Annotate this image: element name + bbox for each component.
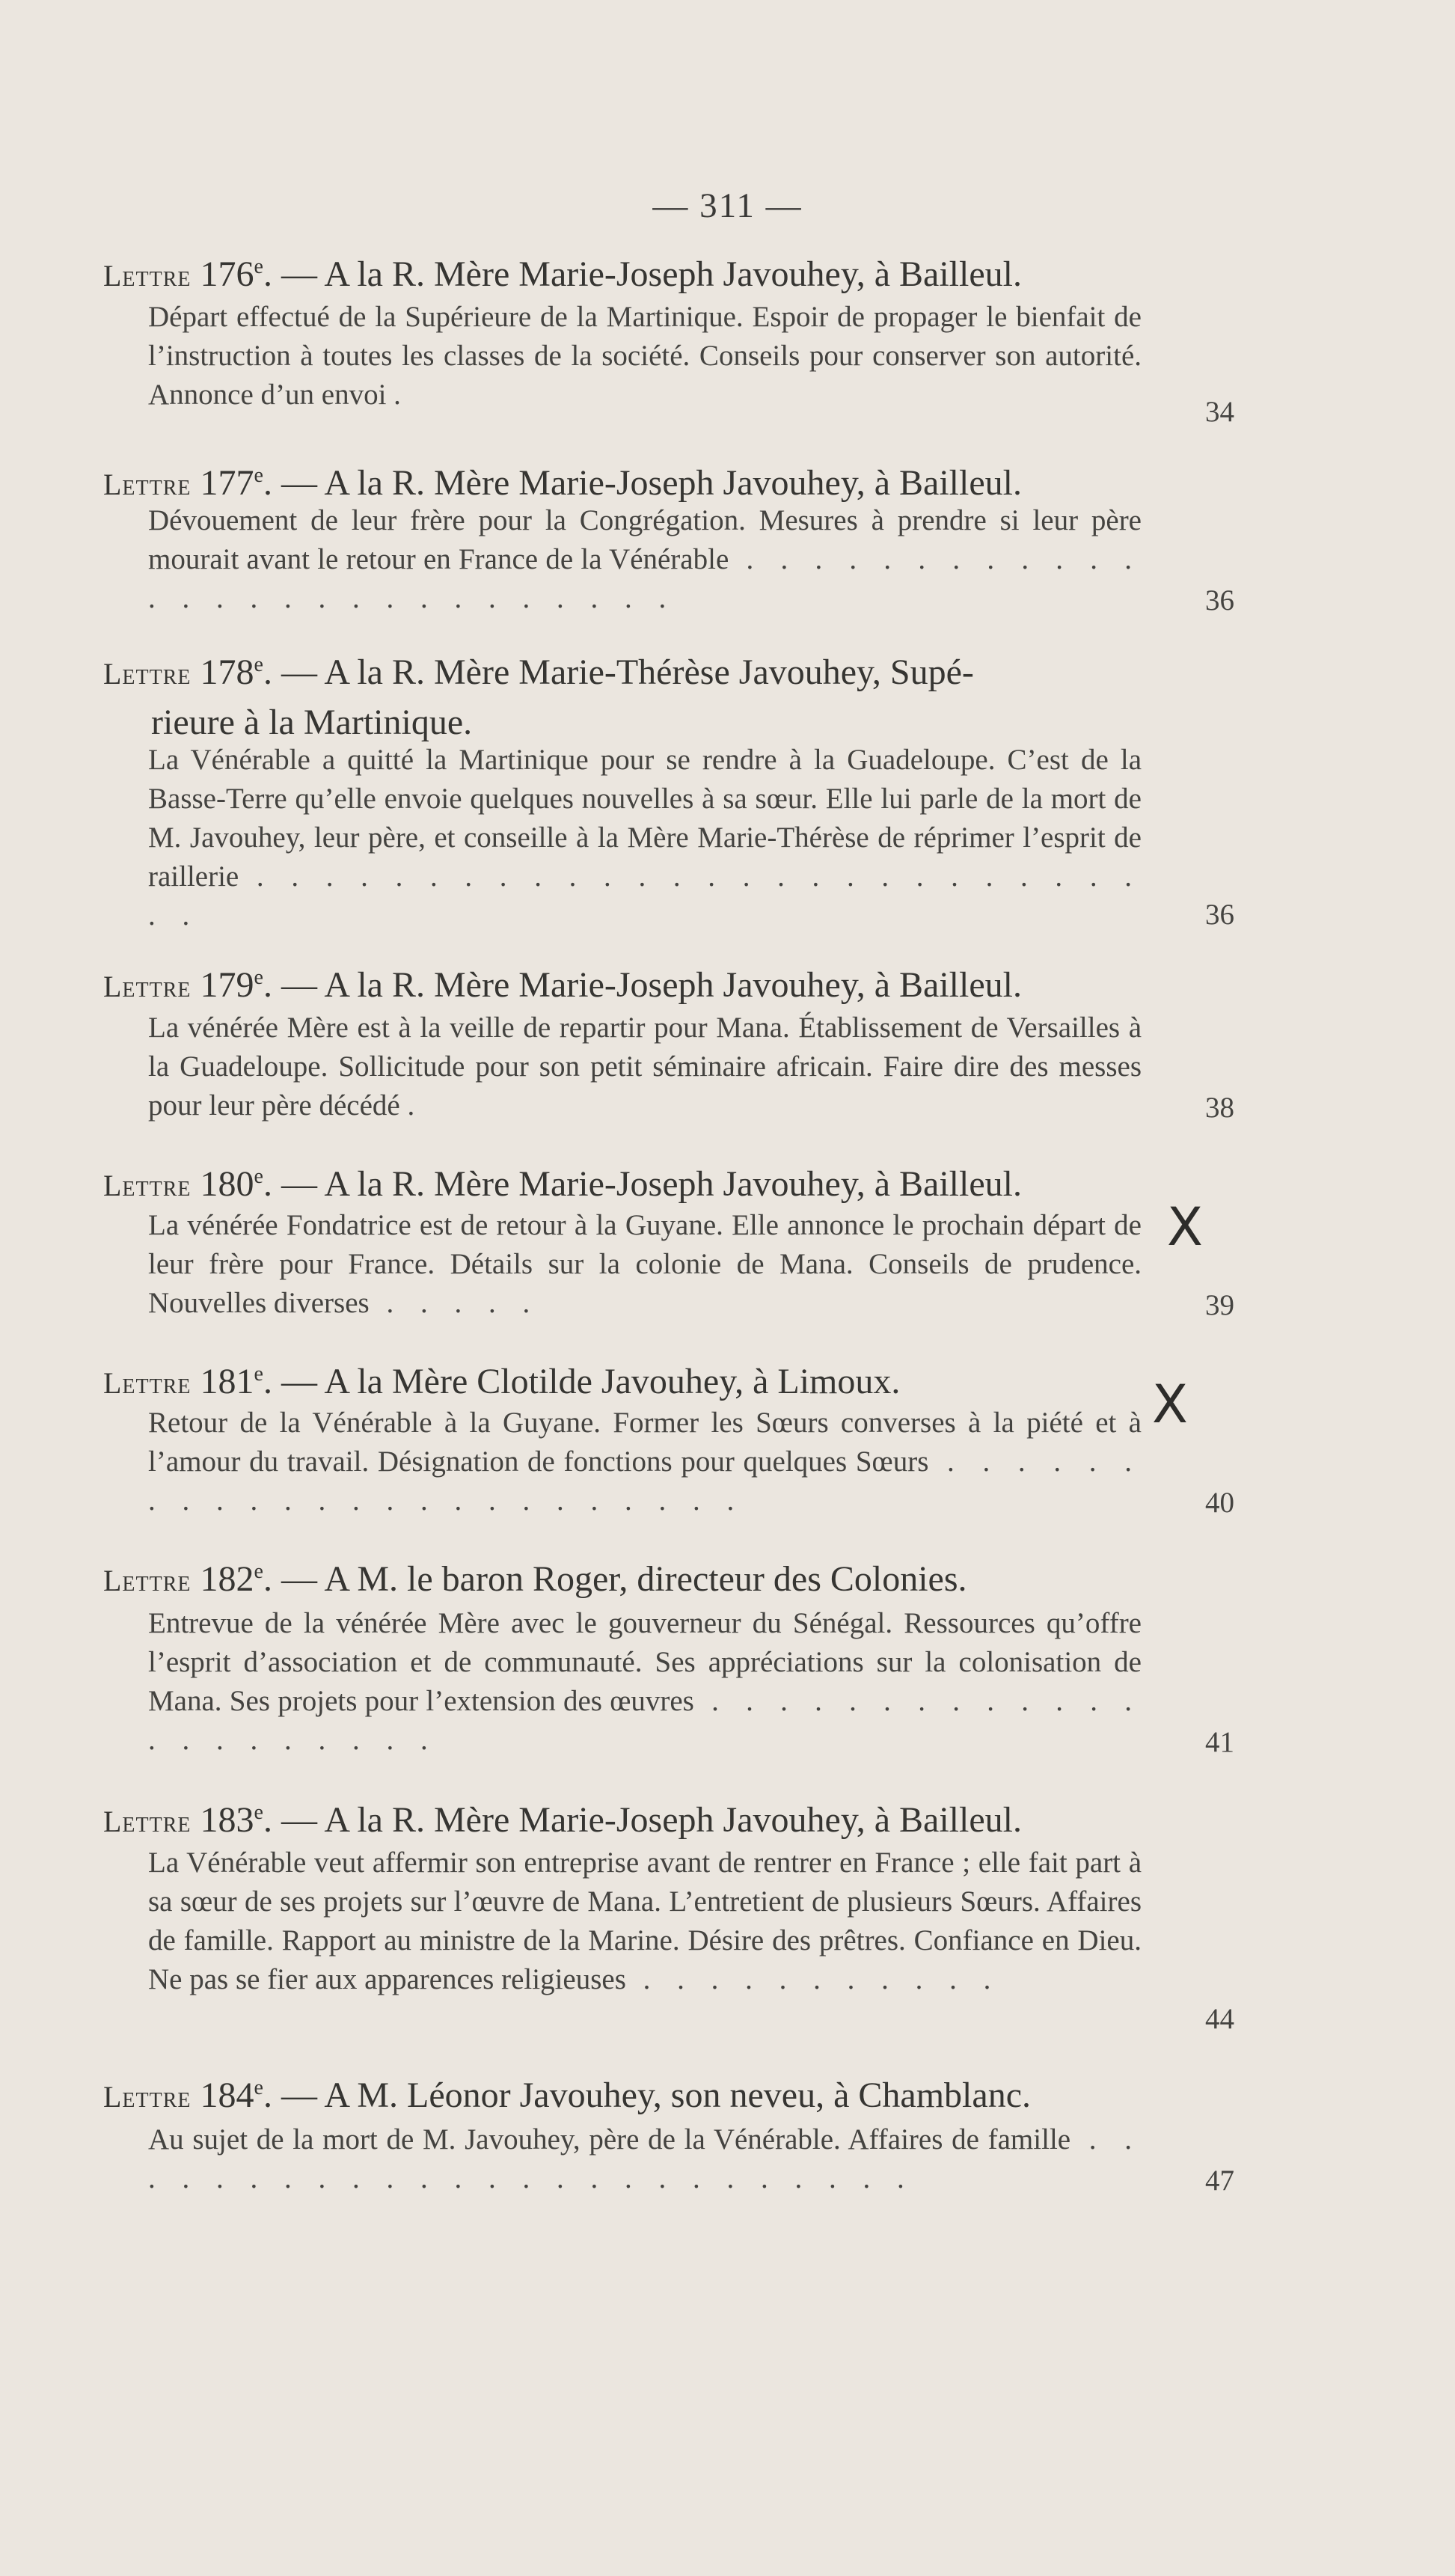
entry-summary <box>148 741 1142 935</box>
entry-title: . — A la R. Mère Marie-Joseph Javouhey, à Bailleul. <box>263 254 1022 294</box>
page-reference: 44 <box>1205 2003 1234 2035</box>
entry-summary <box>148 1009 1142 1125</box>
page-number: — 311 — <box>652 186 803 225</box>
leader-dots: . . . . . . . . . . . . . . . . . . . . . . . . . <box>148 2123 1142 2194</box>
entry-title: . — A la R. Mère Marie-Joseph Javouhey, à Bailleul. <box>263 1164 1022 1204</box>
page-reference: 41 <box>1205 1726 1234 1758</box>
page-reference: 40 <box>1205 1487 1234 1519</box>
page-reference: 39 <box>1205 1289 1234 1321</box>
handwritten-x-mark: X <box>1152 1374 1188 1435</box>
entry-number: 177 <box>200 463 254 503</box>
entry-ordinal: e <box>254 1560 263 1583</box>
summary-text: Entrevue de la vénérée Mère avec le gouverneur du Sénégal. Ressources qu’offre l’esprit d’association et de communauté. Ses appréciations sur la colonisation de Mana. Ses projets pour l’extension des œuvres <box>148 1607 1142 1717</box>
entry-heading <box>103 451 1151 509</box>
entry-summary <box>148 1604 1142 1760</box>
summary-text: La vénérée Mère est à la veille de repartir pour Mana. Établissement de Versailles à la Guadeloupe. Sollicitude pour son petit séminaire africain. Faire dire des messes pour leur père décédé . <box>148 1012 1142 1122</box>
entry-prefix: Lettre <box>103 1366 192 1400</box>
entry-title: . — A la R. Mère Marie-Thérèse Javouhey, Supé- <box>263 652 974 692</box>
entry-number: 181 <box>200 1362 254 1401</box>
entry-summary <box>148 501 1142 618</box>
entry-number: 179 <box>200 965 254 1005</box>
entry-title: . — A la Mère Clotilde Javouhey, à Limoux. <box>263 1362 901 1401</box>
entry-heading <box>103 2063 1151 2121</box>
entry-summary <box>148 2120 1142 2198</box>
entry-prefix: Lettre <box>103 1564 192 1597</box>
entry-prefix: Lettre <box>103 2080 192 2114</box>
summary-text: Dévouement de leur frère pour la Congrégation. Mesures à prendre si leur père mourait avant le retour en France de la Vénérable <box>148 504 1142 575</box>
entry-title-continued: rieure à la Martinique. <box>151 703 473 742</box>
summary-text: Retour de la Vénérable à la Guyane. Former les Sœurs converses à la piété et à l’amour du travail. Désignation de fonctions pour quelques Sœurs <box>148 1407 1142 1478</box>
summary-text: La Vénérable veut affermir son entreprise avant de rentrer en France ; elle fait part à sa sœur de ses projets sur l’œuvre de Mana. L’entretient de plusieurs Sœurs. Affaires de famille. Rapport au ministre de la Marine. Désire des prêtres. Confiance en Dieu. Ne pas se fier aux apparences religieuses <box>148 1847 1142 1995</box>
entry-ordinal: e <box>254 966 263 989</box>
entry-prefix: Lettre <box>103 259 192 293</box>
entry-ordinal: e <box>254 464 263 487</box>
entry-summary <box>148 298 1142 414</box>
summary-text: La Vénérable a quitté la Martinique pour se rendre à la Guadeloupe. C’est de la Basse-Terre qu’elle envoie quelques nouvelles à sa sœur. Elle lui parle de la mort de M. Javouhey, leur père, et conseille à la Mère Marie-Thérèse de réprimer l’esprit de raillerie <box>148 744 1142 893</box>
entry-number: 184 <box>200 2075 254 2115</box>
page-reference: 38 <box>1205 1092 1234 1124</box>
page-reference: 47 <box>1205 2164 1234 2197</box>
entry-title: . — A M. Léonor Javouhey, son neveu, à Chamblanc. <box>263 2075 1031 2115</box>
entry-title: . — A la R. Mère Marie-Joseph Javouhey, à Bailleul. <box>263 463 1022 503</box>
entry-ordinal: e <box>254 653 263 676</box>
leader-dots: . . . . . . . . . . . <box>625 1963 1001 1995</box>
entry-ordinal: e <box>254 1165 263 1188</box>
leader-dots: . . . . . . . . . . . . . . . . . . . . . . . . . . . . <box>148 860 1142 931</box>
entry-heading <box>103 1547 1151 1605</box>
page-reference: 34 <box>1205 396 1234 428</box>
summary-text: Au sujet de la mort de M. Javouhey, père de la Vénérable. Affaires de famille <box>148 2123 1071 2156</box>
entry-number: 176 <box>200 254 254 294</box>
entry-ordinal: e <box>254 1801 263 1824</box>
entry-prefix: Lettre <box>103 1169 192 1202</box>
entry-ordinal: e <box>254 255 263 278</box>
entry-prefix: Lettre <box>103 1805 192 1838</box>
entry-summary <box>148 1844 1142 1999</box>
entry-title: . — A M. le baron Roger, directeur des Colonies. <box>263 1559 967 1599</box>
entry-summary <box>148 1206 1142 1323</box>
entry-summary <box>148 1404 1142 1520</box>
entry-heading <box>103 640 1151 747</box>
handwritten-x-mark: X <box>1167 1196 1203 1258</box>
entry-prefix: Lettre <box>103 970 192 1003</box>
entry-heading <box>103 1152 1151 1210</box>
leader-dots: . . . . . . . . . . . . . . . . . . . . . . . . <box>148 1445 1142 1517</box>
entry-number: 180 <box>200 1164 254 1204</box>
entry-ordinal: e <box>254 1362 263 1386</box>
leader-dots: . . . . . . . . . . . . . . . . . . . . . . <box>148 1685 1142 1756</box>
entry-number: 182 <box>200 1559 254 1599</box>
entry-prefix: Lettre <box>103 468 192 501</box>
entry-prefix: Lettre <box>103 657 192 691</box>
entry-title: . — A la R. Mère Marie-Joseph Javouhey, à Bailleul. <box>263 965 1022 1005</box>
summary-text: La vénérée Fondatrice est de retour à la Guyane. Elle annonce le prochain départ de leur frère pour France. Détails sur la colonie de Mana. Conseils de prudence. Nouvelles diverses <box>148 1209 1142 1319</box>
entry-heading <box>103 1350 1151 1407</box>
entry-heading <box>103 1788 1151 1846</box>
leader-dots: . . . . . . . . . . . . . . . . . . . . . . . . . . . . <box>148 543 1142 614</box>
page-reference: 36 <box>1205 584 1234 617</box>
entry-heading <box>103 242 1151 300</box>
entry-title: . — A la R. Mère Marie-Joseph Javouhey, à Bailleul. <box>263 1800 1022 1840</box>
entry-ordinal: e <box>254 2076 263 2099</box>
entry-heading <box>103 953 1151 1011</box>
entry-number: 183 <box>200 1800 254 1840</box>
entry-number: 178 <box>200 652 254 692</box>
page-reference: 36 <box>1205 899 1234 931</box>
summary-text: Départ effectué de la Supérieure de la Martinique. Espoir de propager le bienfait de l’instruction à toutes les classes de la société. Conseils pour conserver son autorité. Annonce d’un envoi . <box>148 301 1142 411</box>
leader-dots: . . . . . <box>369 1287 540 1319</box>
